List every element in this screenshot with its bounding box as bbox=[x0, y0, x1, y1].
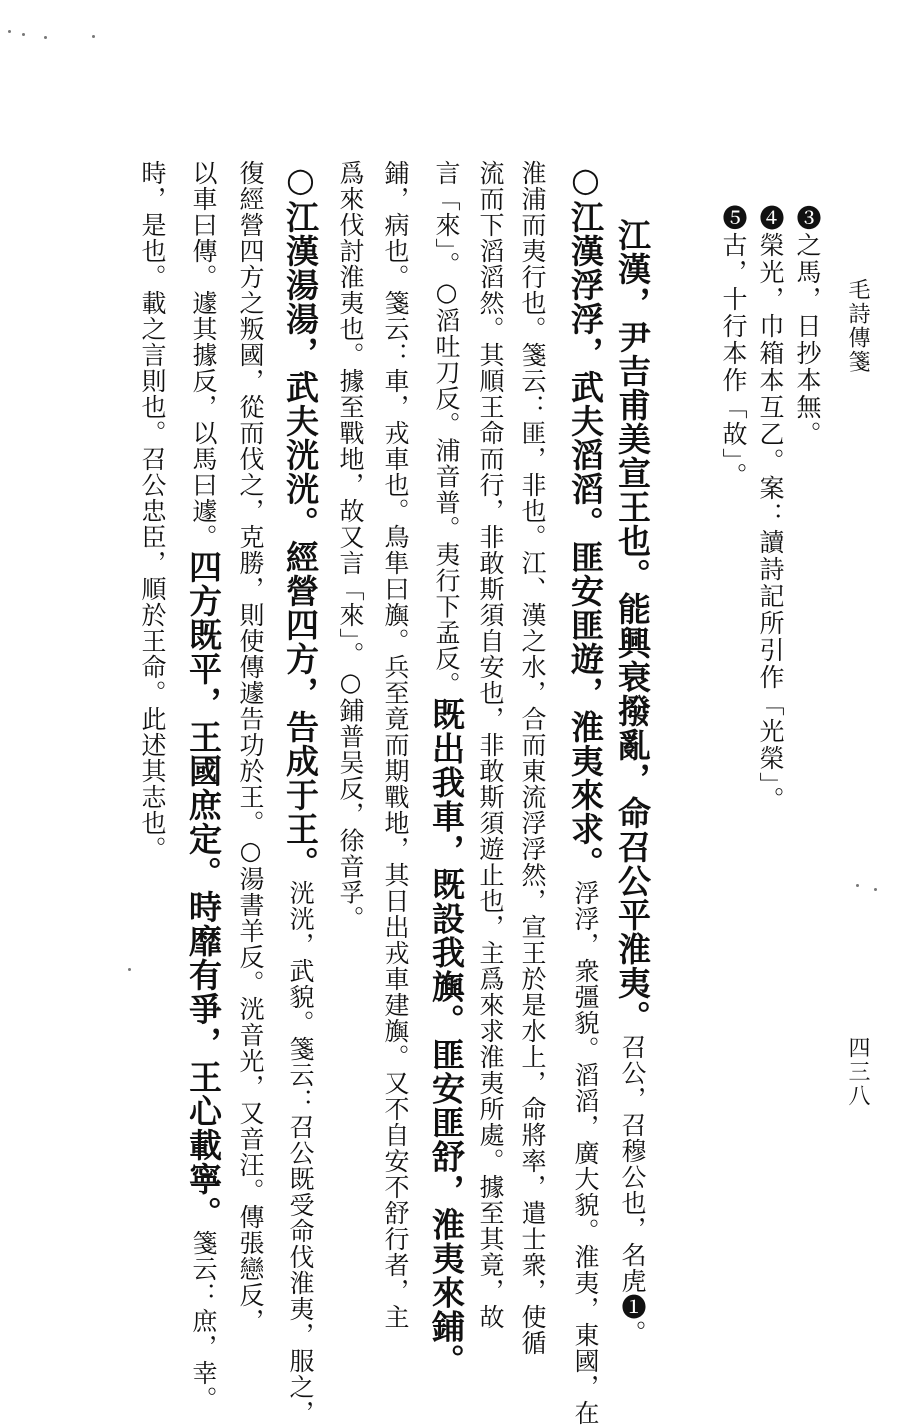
text-column bbox=[281, 160, 320, 1426]
commentary: 浮浮，衆彊貌。滔滔，廣大貌。淮夷，東國，在 bbox=[571, 880, 600, 1426]
text-column bbox=[613, 218, 652, 1346]
poem-line: ○江漢湯湯，武夫洸洸。經營四方，告成于王。 bbox=[281, 160, 320, 880]
scan-speck bbox=[44, 36, 47, 39]
scan-speck bbox=[92, 35, 95, 38]
commentary: 以車曰傳。遽其據反，以馬曰遽。 bbox=[189, 160, 218, 550]
commentary: 箋云：庶，幸。 bbox=[189, 1230, 218, 1412]
commentary: 爲來伐討淮夷也。據至戰地，故又言「來」。○鋪普吴反，徐音孚。 bbox=[336, 160, 365, 932]
commentary: 淮浦而夷行也。箋云：匪，非也。江、漢之水，合而東流浮浮然，宣王於是水上，命將率，遣士衆，使循 bbox=[518, 160, 547, 1356]
text-column bbox=[383, 160, 408, 1330]
collation-note: ❺古，十行本作「故」。 bbox=[719, 205, 748, 490]
book-title: 毛詩傳箋 bbox=[845, 278, 870, 374]
text-column bbox=[566, 160, 605, 1426]
text-column bbox=[338, 160, 363, 932]
poem-line: 四方既平，王國庶定。時靡有爭，王心載寧。 bbox=[184, 550, 223, 1230]
text-column bbox=[238, 160, 263, 1334]
commentary: 復經營四方之叛國，從而伐之，克勝，則使傳遽告功於王。○湯書羊反。洸音光，又音汪。傳張戀反， bbox=[236, 160, 265, 1334]
scan-speck bbox=[856, 884, 859, 887]
poem-line: 江漢，尹吉甫美宣王也。能興衰撥亂，命召公平淮夷。 bbox=[613, 218, 652, 1034]
scan-speck bbox=[128, 968, 131, 971]
scan-speck bbox=[874, 888, 877, 891]
commentary: 召公，召穆公也，名虎❶。 bbox=[618, 1034, 647, 1346]
text-column bbox=[184, 160, 223, 1412]
text-column bbox=[478, 160, 503, 1330]
commentary: 言「來」。○滔吐刀反。浦音普。夷行下孟反。 bbox=[432, 160, 461, 698]
commentary: 洸洸，武貌。箋云：召公既受命伐淮夷，服之， bbox=[286, 880, 315, 1426]
page-number: 四三八 bbox=[845, 1036, 870, 1108]
scan-speck bbox=[22, 33, 25, 36]
poem-line: 既出我車，既設我旟。匪安匪舒，淮夷來鋪。 bbox=[427, 697, 466, 1378]
poem-line: ○江漢浮浮，武夫滔滔。匪安匪遊，淮夷來求。 bbox=[566, 160, 605, 880]
scan-speck bbox=[8, 30, 11, 33]
text-column bbox=[140, 160, 165, 862]
commentary: 鋪，病也。箋云：車，戎車也。鳥隼曰旟。兵至竟而期戰地，其日出戎車建旟。又不自安不舒行者，主 bbox=[381, 160, 410, 1330]
text-column bbox=[427, 160, 466, 1378]
collation-note: ❹榮光，巾箱本互乙。案：讀詩記所引作「光榮」。 bbox=[756, 205, 785, 814]
commentary: 流而下滔滔然。其順王命而行，非敢斯須自安也，非敢斯須遊止也，主爲來求淮夷所處。據至其竟，故 bbox=[476, 160, 505, 1330]
commentary: 時，是也。載之言則也。召公忠臣，順於王命。此述其志也。 bbox=[138, 160, 167, 862]
collation-note: ❸之馬，日抄本無。 bbox=[793, 205, 822, 448]
text-column bbox=[520, 160, 545, 1356]
